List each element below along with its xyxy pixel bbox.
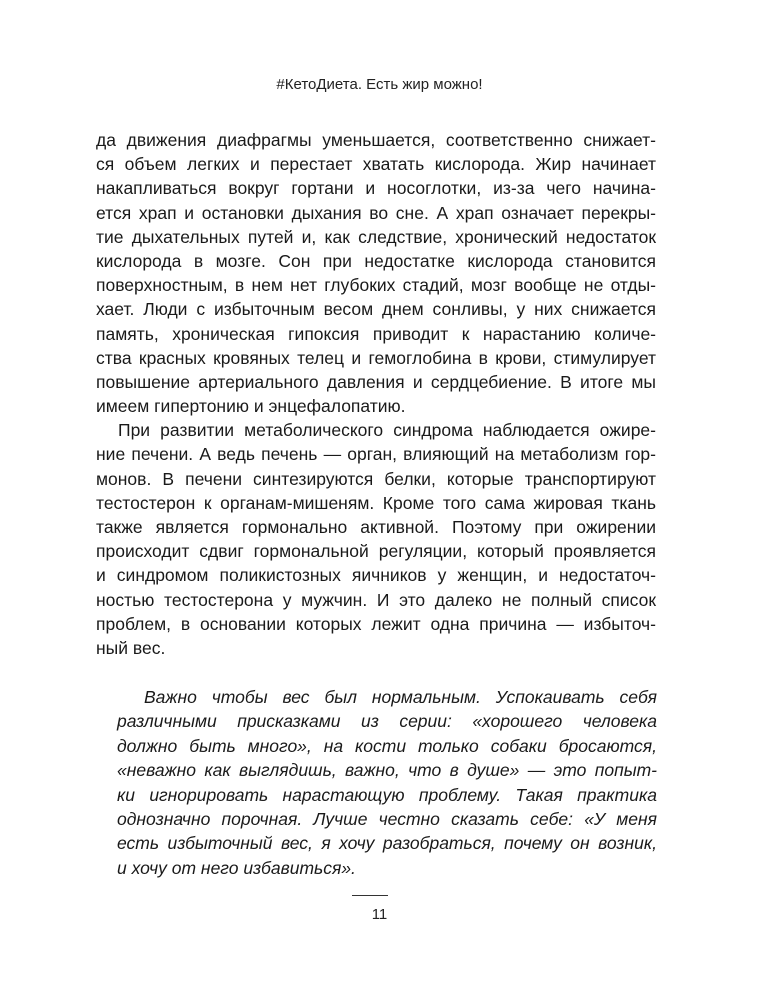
italic-quote [117,685,657,880]
quote-line: «неважно как выглядишь, важно, что в душе» — это попыт- [117,760,657,781]
text-line: ние печени. А ведь печень — орган, влияющий на метаболизм гор- [96,444,656,465]
page-number: 11 [371,906,388,923]
text-line: также является гормонально активной. Поэтому при ожирении [96,517,656,537]
text-line: и синдромом поликистозных яичников у женщин, и недостаточ- [96,565,656,586]
text-line: происходит сдвиг гормональной регуляции, который проявляется [96,541,656,562]
quote-line: Важно чтобы вес был нормальным. Успокаивать себя [144,687,657,707]
text-line: При развитии метаболического синдрома наблюдается ожире- [118,420,656,441]
paragraph-2 [96,418,656,660]
paragraph-1 [96,128,656,418]
text-line: ный вес. [96,637,166,658]
text-line: память, хроническая гипоксия приводит к нарастанию количе- [96,323,656,344]
text-line: ства красных кровяных телец и гемоглобина в крови, стимулирует [96,347,656,368]
text-line: проблем, в основании которых лежит одна причина — избыточ- [96,613,656,634]
text-line: тестостерон к органам-мишеням. Кроме того сама жировая ткань [96,492,656,513]
quote-line: должно быть много», на кости только собаки бросаются, [117,735,657,756]
running-header: #КетоДиета. Есть жир можно! [276,76,483,93]
quote-line: есть избыточный вес, я хочу разобраться, почему он возник, [117,833,657,854]
text-line: тие дыхательных путей и, как следствие, хронический недостаток [96,226,656,247]
text-line: имеем гипертонию и энцефалопатию. [96,396,406,417]
main-text [96,128,656,660]
page-number-rule [352,895,388,896]
quote-line: ки игнорировать нарастающую проблему. Такая практика [117,784,657,805]
text-line: повышение артериального давления и сердцебиение. В итоге мы [96,371,656,392]
text-line: кислорода в мозге. Сон при недостатке кислорода становится [96,250,656,271]
text-line: да движения диафрагмы уменьшается, соответственно снижает- [96,130,656,150]
text-line: ся объем легких и перестает хватать кислорода. Жир начинает [96,154,656,175]
text-line: поверхностным, в нем нет глубоких стадий, мозг вообще не отды- [96,275,656,296]
text-line: ностью тестостерона у мужчин. И это далеко не полный список [96,589,656,610]
quote-line: однозначно порочная. Лучше честно сказать себе: «У меня [117,808,657,829]
quote-line: различными присказками из серии: «хорошего человека [117,711,657,732]
quote-line: и хочу от него избавиться». [117,857,356,878]
text-line: ется храп и остановки дыхания во сне. А храп означает перекры- [96,202,656,223]
text-line: накапливаться вокруг гортани и носоглотки, из-за чего начина- [96,178,656,199]
text-line: монов. В печени синтезируются белки, которые транспортируют [96,468,656,489]
text-line: хает. Люди с избыточным весом днем сонливы, у них снижается [96,299,656,320]
